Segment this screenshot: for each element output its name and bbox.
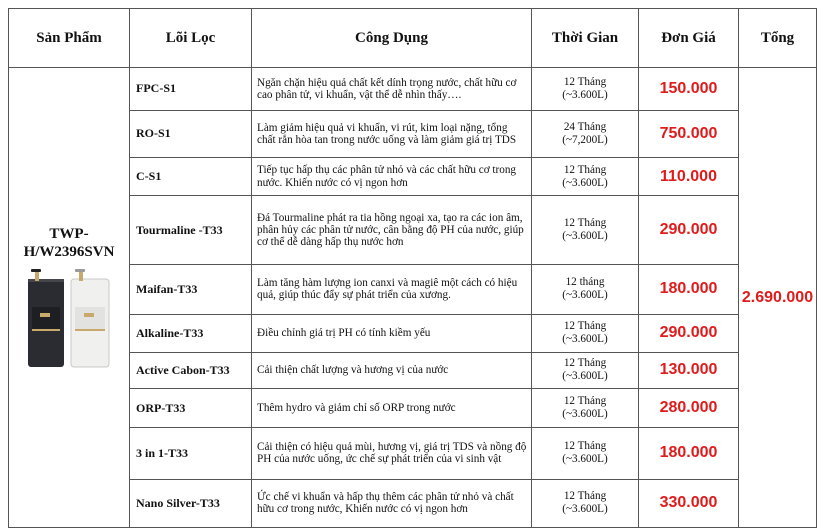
filter-name: Maifan-T33	[130, 264, 252, 314]
filter-time	[532, 427, 639, 479]
filter-time	[532, 352, 639, 389]
time-months: 12 Tháng	[563, 395, 607, 408]
filter-name: Alkaline-T33	[130, 314, 252, 352]
water-purifier-image	[23, 269, 115, 371]
header-row	[9, 9, 817, 68]
time-liters: (~3.600L)	[562, 230, 608, 243]
time-months: 12 tháng	[565, 276, 605, 289]
filter-name: C-S1	[130, 157, 252, 196]
product-cell	[9, 68, 130, 528]
time-liters: (~3.600L)	[562, 88, 608, 101]
filter-price: 180.000	[639, 264, 739, 314]
time-months: 12 Tháng	[563, 357, 607, 370]
time-liters: (~3.600L)	[562, 176, 608, 189]
filter-price: 290.000	[639, 314, 739, 352]
time-months: 12 Tháng	[563, 440, 607, 453]
time-liters: (~3.600L)	[562, 333, 608, 346]
time-months: 12 Tháng	[563, 75, 607, 88]
table-row	[9, 479, 817, 527]
filter-name: Nano Silver-T33	[130, 479, 252, 527]
filter-time	[532, 196, 639, 264]
time-months: 24 Tháng	[563, 120, 607, 133]
filter-name: RO-S1	[130, 110, 252, 157]
header-time: Thời Gian	[532, 9, 639, 68]
table-row	[9, 196, 817, 264]
filter-use: Làm tăng hàm lượng ion canxi và magiê một cách có hiệu quả, giúp thúc đẩy sự phát triển của xương.	[252, 264, 532, 314]
filter-use: Thêm hydro và giảm chỉ số ORP trong nước	[252, 389, 532, 428]
filter-price: 130.000	[639, 352, 739, 389]
time-months: 12 Tháng	[563, 217, 607, 230]
filter-use: Cải thiện chất lượng và hương vị của nước	[252, 352, 532, 389]
filter-price: 290.000	[639, 196, 739, 264]
table-row	[9, 68, 817, 111]
table-row	[9, 352, 817, 389]
time-liters: (~3.600L)	[562, 370, 608, 383]
table-row	[9, 110, 817, 157]
header-filter: Lõi Lọc	[130, 9, 252, 68]
filter-use: Ức chế vi khuẩn và hấp thụ thêm các phân tử nhỏ và chất hữu cơ trong nước, Khiến nước có vị ngon hơn	[252, 479, 532, 527]
total-price: 2.690.000	[739, 68, 817, 528]
filter-name: ORP-T33	[130, 389, 252, 428]
header-total: Tổng	[739, 9, 817, 68]
table-body	[9, 68, 817, 528]
filter-use: Cải thiện có hiệu quả mùi, hương vị, giá trị TDS và nồng độ PH của nước uống, ức chế sự phát triển của vi sinh vật	[252, 427, 532, 479]
filter-price: 180.000	[639, 427, 739, 479]
time-liters: (~3.600L)	[562, 453, 608, 466]
filter-name: Active Cabon-T33	[130, 352, 252, 389]
time-months: 12 Tháng	[563, 490, 607, 503]
time-liters: (~3.600L)	[562, 408, 608, 421]
header-price: Đơn Giá	[639, 9, 739, 68]
filter-time	[532, 110, 639, 157]
filter-name: Tourmaline -T33	[130, 196, 252, 264]
table-row	[9, 264, 817, 314]
filter-time	[532, 479, 639, 527]
time-liters: (~3.600L)	[562, 289, 608, 302]
filter-price-table	[8, 8, 817, 528]
filter-use: Điều chỉnh giá trị PH có tính kiềm yếu	[252, 314, 532, 352]
filter-price: 150.000	[639, 68, 739, 111]
filter-time	[532, 157, 639, 196]
filter-price: 330.000	[639, 479, 739, 527]
filter-time	[532, 264, 639, 314]
filter-time	[532, 68, 639, 111]
header-product: Sản Phẩm	[9, 9, 130, 68]
filter-use: Đá Tourmaline phát ra tia hồng ngoại xa, tạo ra các ion âm, phân hủy các phân tử nước, cân bằng độ PH của nước, giúp cơ thể dễ dàng hấp thụ nước hơn	[252, 196, 532, 264]
time-months: 12 Tháng	[563, 163, 607, 176]
table-row	[9, 157, 817, 196]
table-row	[9, 314, 817, 352]
table-row	[9, 427, 817, 479]
product-model: TWP-H/W2396SVN	[23, 225, 115, 260]
table-row	[9, 389, 817, 428]
time-liters: (~3.600L)	[562, 503, 608, 516]
filter-price: 110.000	[639, 157, 739, 196]
filter-name: FPC-S1	[130, 68, 252, 111]
time-months: 12 Tháng	[563, 320, 607, 333]
filter-name: 3 in 1-T33	[130, 427, 252, 479]
filter-use: Tiếp tục hấp thụ các phân tử nhỏ và các chất hữu cơ trong nước. Khiến nước có vị ngon hơn	[252, 157, 532, 196]
filter-price: 280.000	[639, 389, 739, 428]
filter-price: 750.000	[639, 110, 739, 157]
header-use: Công Dụng	[252, 9, 532, 68]
filter-time	[532, 389, 639, 428]
filter-time	[532, 314, 639, 352]
filter-use: Ngăn chặn hiệu quả chất kết dính trọng nước, chất hữu cơ cao phân tử, vi khuẩn, vật thể dễ nhìn thấy….	[252, 68, 532, 111]
time-liters: (~7,200L)	[562, 133, 608, 146]
filter-use: Làm giảm hiệu quả vi khuẩn, vi rút, kim loại nặng, tổng chất rắn hòa tan trong nước uống và làm giảm giá trị TDS	[252, 110, 532, 157]
